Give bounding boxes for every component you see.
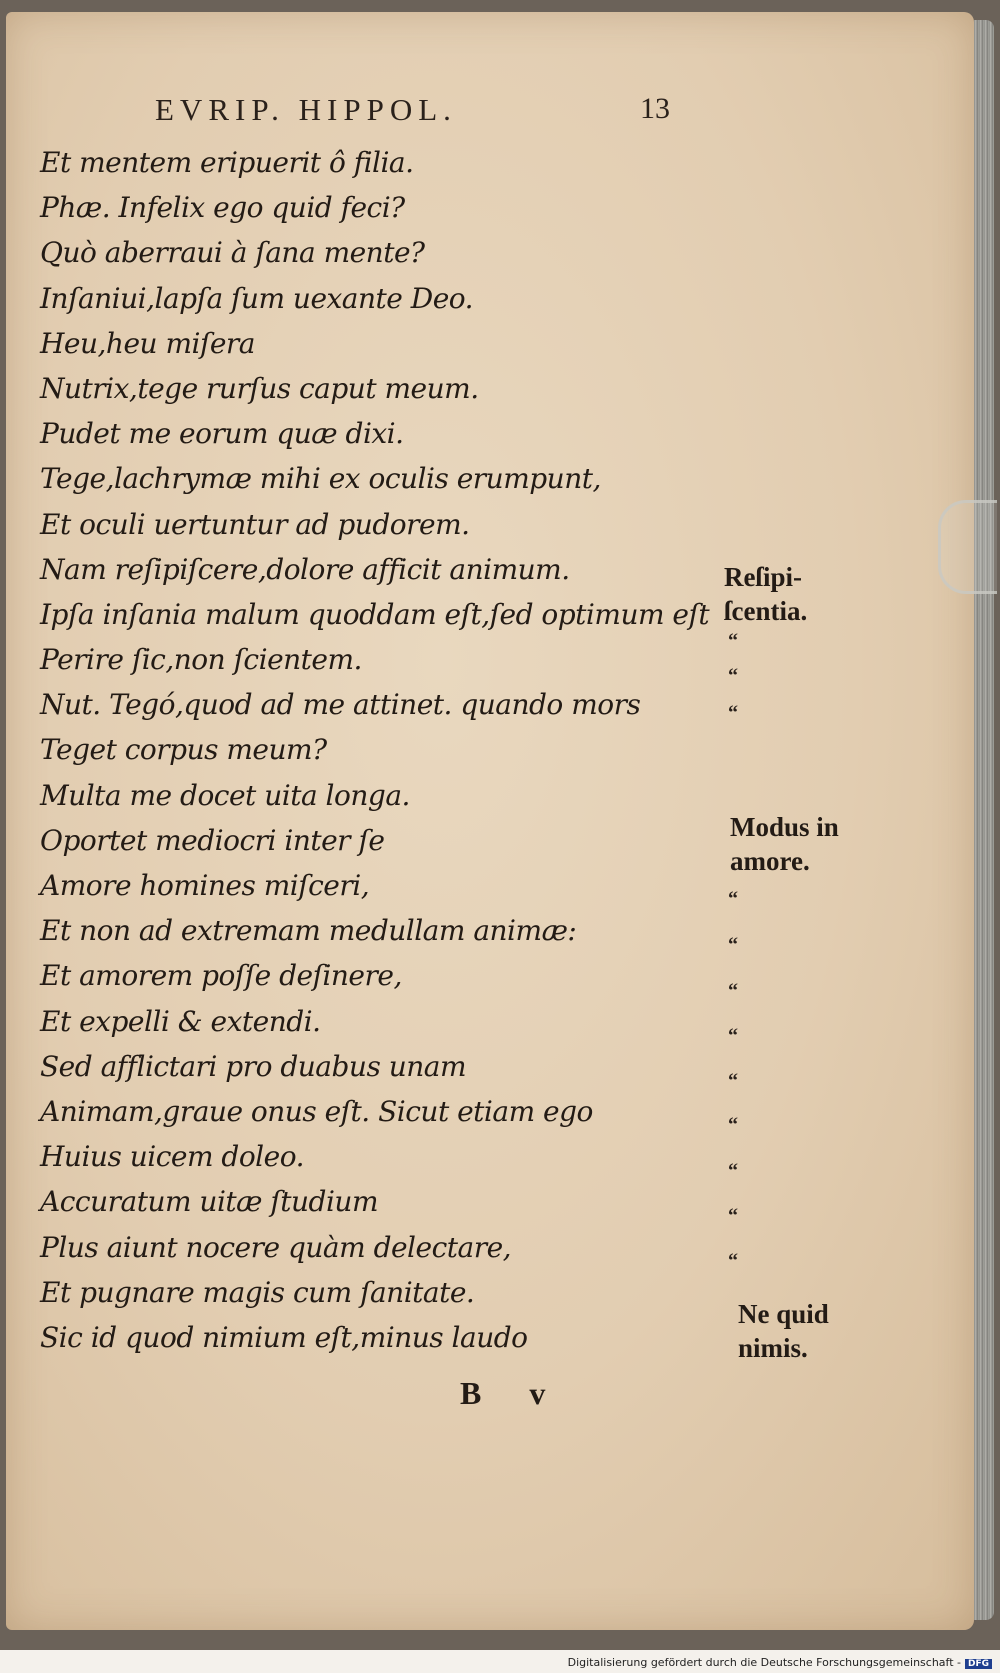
verse-line: Accuratum uitæ ſtudium [40,1185,379,1219]
verse-line: Teget corpus meum? [40,733,327,767]
marginal-note-line: nimis. [738,1333,808,1363]
verse-line: Et oculi uertuntur ad pudorem. [40,507,470,541]
gnomic-quote-mark: “ [728,1070,738,1092]
verse-line: Et non ad extremam medullam animæ: [40,914,577,948]
verse-line: Sed afflictari pro duabus unam [40,1049,467,1083]
verse-text [40,140,710,1360]
dfg-logo: DFG [965,1659,992,1669]
marginal-note-line: Ne quid [738,1299,829,1329]
gnomic-quote-mark: “ [728,630,738,652]
verse-line: Et mentem eripuerit ô filia. [40,146,414,179]
verse-line: Et pugnare magis cum ſanitate. [40,1275,475,1309]
marginal-note-modus-in-amore [730,810,839,878]
running-title: EVRIP. HIPPOL. [155,92,457,127]
marginal-note-ne-quid-nimis [738,1297,829,1365]
gnomic-quote-mark: “ [728,934,738,956]
verse-line: Plus aiunt nocere quàm delectare, [40,1230,512,1264]
gnomic-quote-mark: “ [728,1114,738,1136]
marginal-note-resipiscentia [724,560,807,628]
verse-line: Et expelli & extendi. [40,1004,321,1038]
marginal-note-line: Reſipi- [724,562,802,592]
verse-line: Multa me docet uita longa. [40,778,410,812]
verse-line: Nam reſipiſcere,dolore afficit animum. [40,552,570,586]
verse-line: Perire ſic,non ſcientem. [40,643,362,677]
verse-line: Nut. Tegó,quod ad me attinet. quando mors [40,688,641,722]
credit-text: Digitalisierung gefördert durch die Deutsche Forschungsgemeinschaft - [567,1656,961,1669]
verse-line: Huius uicem doleo. [40,1140,304,1174]
marginal-note-line: ſcentia. [724,596,808,626]
signature-mark: B v [460,1375,566,1411]
gnomic-quote-mark: “ [728,980,738,1002]
page-clip [938,500,997,594]
verse-line: Animam,graue onus eſt. Sicut etiam ego [40,1094,593,1128]
verse-line: Tege,lachrymæ mihi ex oculis erumpunt, [40,462,601,496]
verse-line: Sic id quod nimium eſt,minus laudo [40,1320,528,1354]
page-edges [974,20,994,1620]
gnomic-quote-mark: “ [728,1025,738,1047]
gnomic-quote-mark: “ [728,665,738,687]
verse-line: Heu,heu miſera [40,326,255,360]
verse-line: Et amorem poſſe deſinere, [40,959,402,993]
marginal-note-line: Modus in [730,812,839,842]
marginal-note-line: amore. [730,846,810,876]
verse-line: Pudet me eorum quæ dixi. [40,417,404,451]
verse-line: Amore homines miſceri, [40,869,370,902]
digitization-credit [568,1656,992,1669]
gnomic-quote-mark: “ [728,1160,738,1182]
verse-line: Quò aberraui à ſana mente? [40,236,425,270]
verse-line: Nutrix,tege rurſus caput meum. [40,371,479,405]
verse-line: Inſaniui,lapſa ſum uexante Deo. [40,281,474,315]
gnomic-quote-mark: “ [728,1205,738,1227]
verse-line: Oportet mediocri inter ſe [40,823,385,857]
verse-line: Ipſa inſania malum quoddam eſt,ſed optimum eſt [40,597,710,631]
gnomic-quote-mark: “ [728,702,738,724]
gnomic-quote-mark: “ [728,1250,738,1272]
page-number: 13 [640,92,670,125]
gnomic-quote-mark: “ [728,888,738,910]
verse-line: Phæ. Infelix ego quid feci? [40,191,405,225]
